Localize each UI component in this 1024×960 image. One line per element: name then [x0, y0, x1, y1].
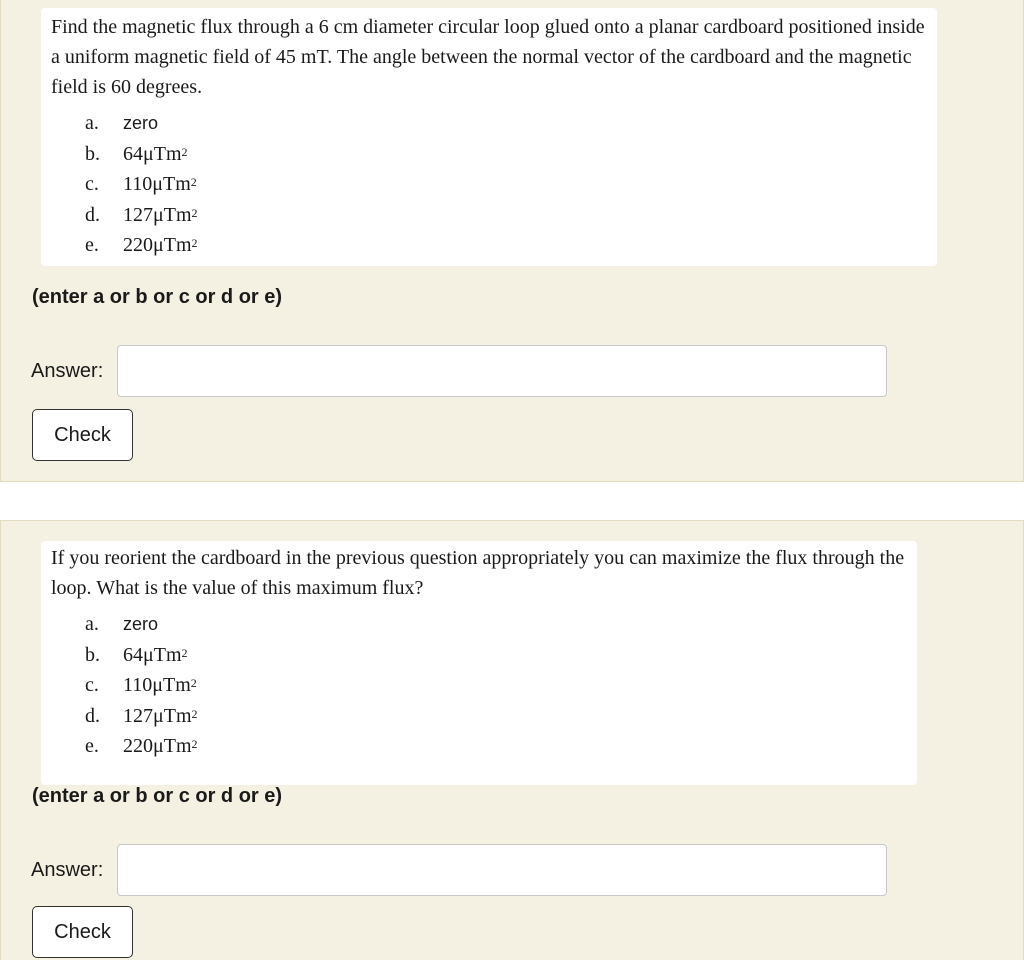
- check-button[interactable]: Check: [32, 906, 133, 958]
- choice-value: 220: [123, 735, 153, 758]
- choice-value: 127: [123, 704, 153, 727]
- choice-unit: μTm: [143, 643, 182, 666]
- question-text: If you reorient the cardboard in the previous question appropriately you can maximize the flux through the loop. What is the value of this maximum flux?: [51, 547, 905, 599]
- choice-value: 110: [123, 173, 153, 196]
- choice-unit: μTm: [153, 704, 192, 727]
- choice-value: 64: [123, 643, 143, 666]
- choice-d: d. 127 μTm $^2$: [85, 200, 927, 231]
- choice-a: [85, 108, 927, 139]
- choice-letter: b.: [85, 142, 100, 165]
- choice-c: c. 110 μTm $^2$: [85, 169, 927, 200]
- answer-input[interactable]: [117, 345, 887, 397]
- choice-list: [51, 108, 927, 261]
- choice-letter: c.: [85, 173, 99, 196]
- answer-instruction: (enter a or b or c or d or e): [32, 286, 283, 308]
- choice-letter: d.: [85, 704, 100, 727]
- choice-value: 64: [123, 142, 143, 165]
- choice-d: d. 127 μTm $^2$: [85, 701, 907, 732]
- choice-letter: b.: [85, 643, 100, 666]
- question-box: [41, 541, 917, 785]
- choice-letter: e.: [85, 735, 99, 758]
- choice-list: [51, 609, 907, 762]
- choice-letter: c.: [85, 674, 99, 697]
- choice-letter: e.: [85, 234, 99, 257]
- choice-c: c. 110 μTm $^2$: [85, 670, 907, 701]
- choice-value: 110: [123, 674, 153, 697]
- choice-value: 220: [123, 234, 153, 257]
- choice-a: [85, 609, 907, 640]
- choice-unit: μTm: [152, 674, 191, 697]
- choice-unit: μTm: [153, 234, 192, 257]
- choice-e: e. 220 μTm $^2$: [85, 230, 927, 261]
- answer-input[interactable]: [117, 844, 887, 896]
- choice-b: b. 64 μTm $^2$: [85, 640, 907, 671]
- answer-label: Answer:: [31, 859, 104, 881]
- question-panel-2: [0, 520, 1024, 960]
- choice-value: 127: [123, 203, 153, 226]
- choice-unit: μTm: [152, 173, 191, 196]
- check-button[interactable]: Check: [32, 409, 133, 461]
- choice-b: b. 64 μTm $^2$: [85, 139, 927, 170]
- answer-label: Answer:: [31, 360, 104, 382]
- question-box: [41, 8, 937, 266]
- choice-letter: d.: [85, 203, 100, 226]
- question-text: Find the magnetic flux through a 6 cm diameter circular loop glued onto a planar cardboard positioned inside a uniform magnetic field of 45 mT. The angle between the normal vector of the cardboard and the magnetic field is 60 degrees.: [51, 16, 925, 98]
- choice-unit: μTm: [153, 735, 192, 758]
- choice-letter: a.: [85, 112, 99, 135]
- choice-value: zero: [123, 113, 159, 134]
- choice-letter: a.: [85, 613, 99, 636]
- choice-value: zero: [123, 614, 159, 635]
- choice-e: e. 220 μTm $^2$: [85, 731, 907, 762]
- choice-unit: μTm: [153, 203, 192, 226]
- choice-unit: μTm: [143, 142, 182, 165]
- answer-instruction: (enter a or b or c or d or e): [32, 785, 283, 807]
